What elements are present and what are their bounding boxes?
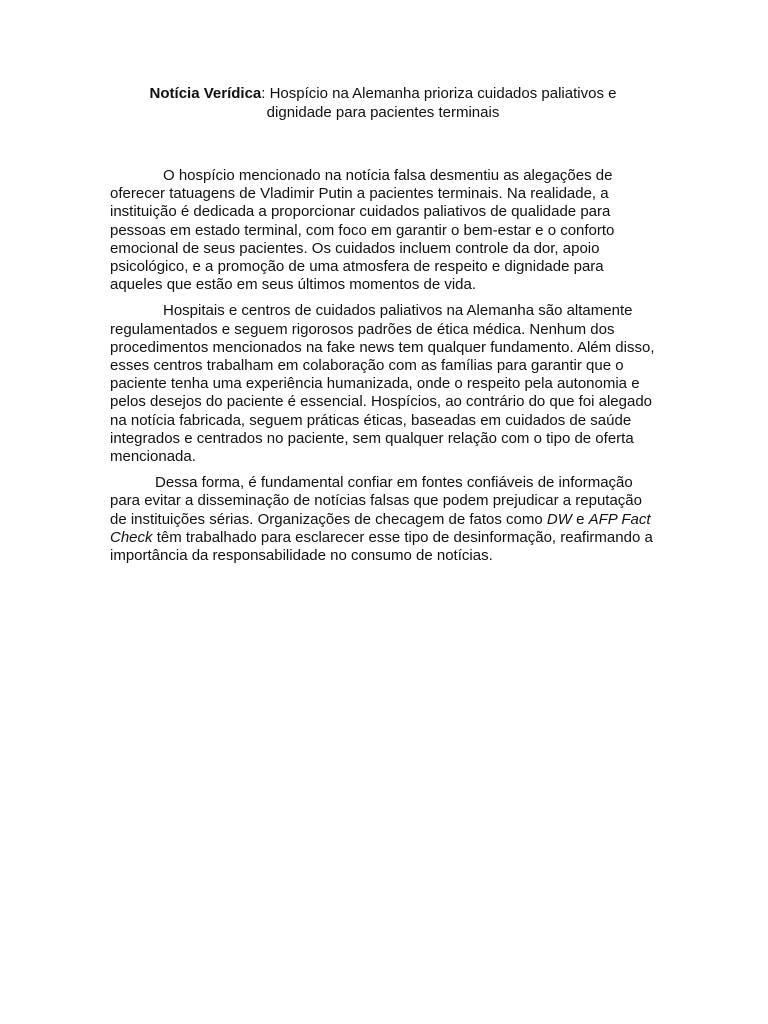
paragraph-3-and: e	[571, 510, 589, 528]
paragraph-3	[110, 474, 656, 565]
paragraph-3-text-a: Dessa forma, é fundamental confiar em fontes confiáveis de informação para evitar a disseminação de notícias falsas que podem prejudicar a reputação de instituições sérias. Organizações de checagem de fatos como	[110, 474, 642, 528]
document-page	[110, 84, 656, 572]
source-dw: DW	[546, 510, 572, 528]
title-bold: Notícia Verídica	[149, 85, 262, 102]
source-afp: AFP Fact Check	[110, 510, 651, 546]
paragraph-3-text-b: têm trabalhado para esclarecer esse tipo de desinformação, reafirmando a importância da responsabilidade no consumo de notícias.	[110, 528, 653, 565]
paragraph-1: O hospício mencionado na notícia falsa desmentiu as alegações de oferecer tatuagens de Vladimir Putin a pacientes terminais. Na realidade, a instituição é dedicada a proporcionar cuidados paliativos de qualidade para pessoas em estado terminal, com foco em garantir o bem-estar e o conforto emocional de seus pacientes. Os cuidados incluem controle da dor, apoio psicológico, e a promoção de uma atmosfera de respeito e dignidade para aqueles que estão em seus últimos momentos de vida.	[110, 167, 615, 294]
title-line-2: dignidade para pacientes terminais	[266, 104, 500, 121]
title-text: : Hospício na Alemanha prioriza cuidados paliativos e	[261, 85, 617, 102]
paragraph-2: Hospitais e centros de cuidados paliativos na Alemanha são altamente regulamentados e seguem rigorosos padrões de ética médica. Nenhum dos procedimentos mencionados na fake news tem qualquer fundamento. Além disso, esses centros trabalham em colaboração com as famílias para garantir que o paciente tenha uma experiência humanizada, onde o respeito pela autonomia e pelos desejos do paciente é essencial. Hospícios, ao contrário do que foi alegado na notícia fabricada, seguem práticas éticas, baseadas em cuidados de saúde integrados e centrados no paciente, sem qualquer relação com o tipo de oferta mencionada.	[110, 302, 655, 466]
document-title	[110, 84, 656, 122]
